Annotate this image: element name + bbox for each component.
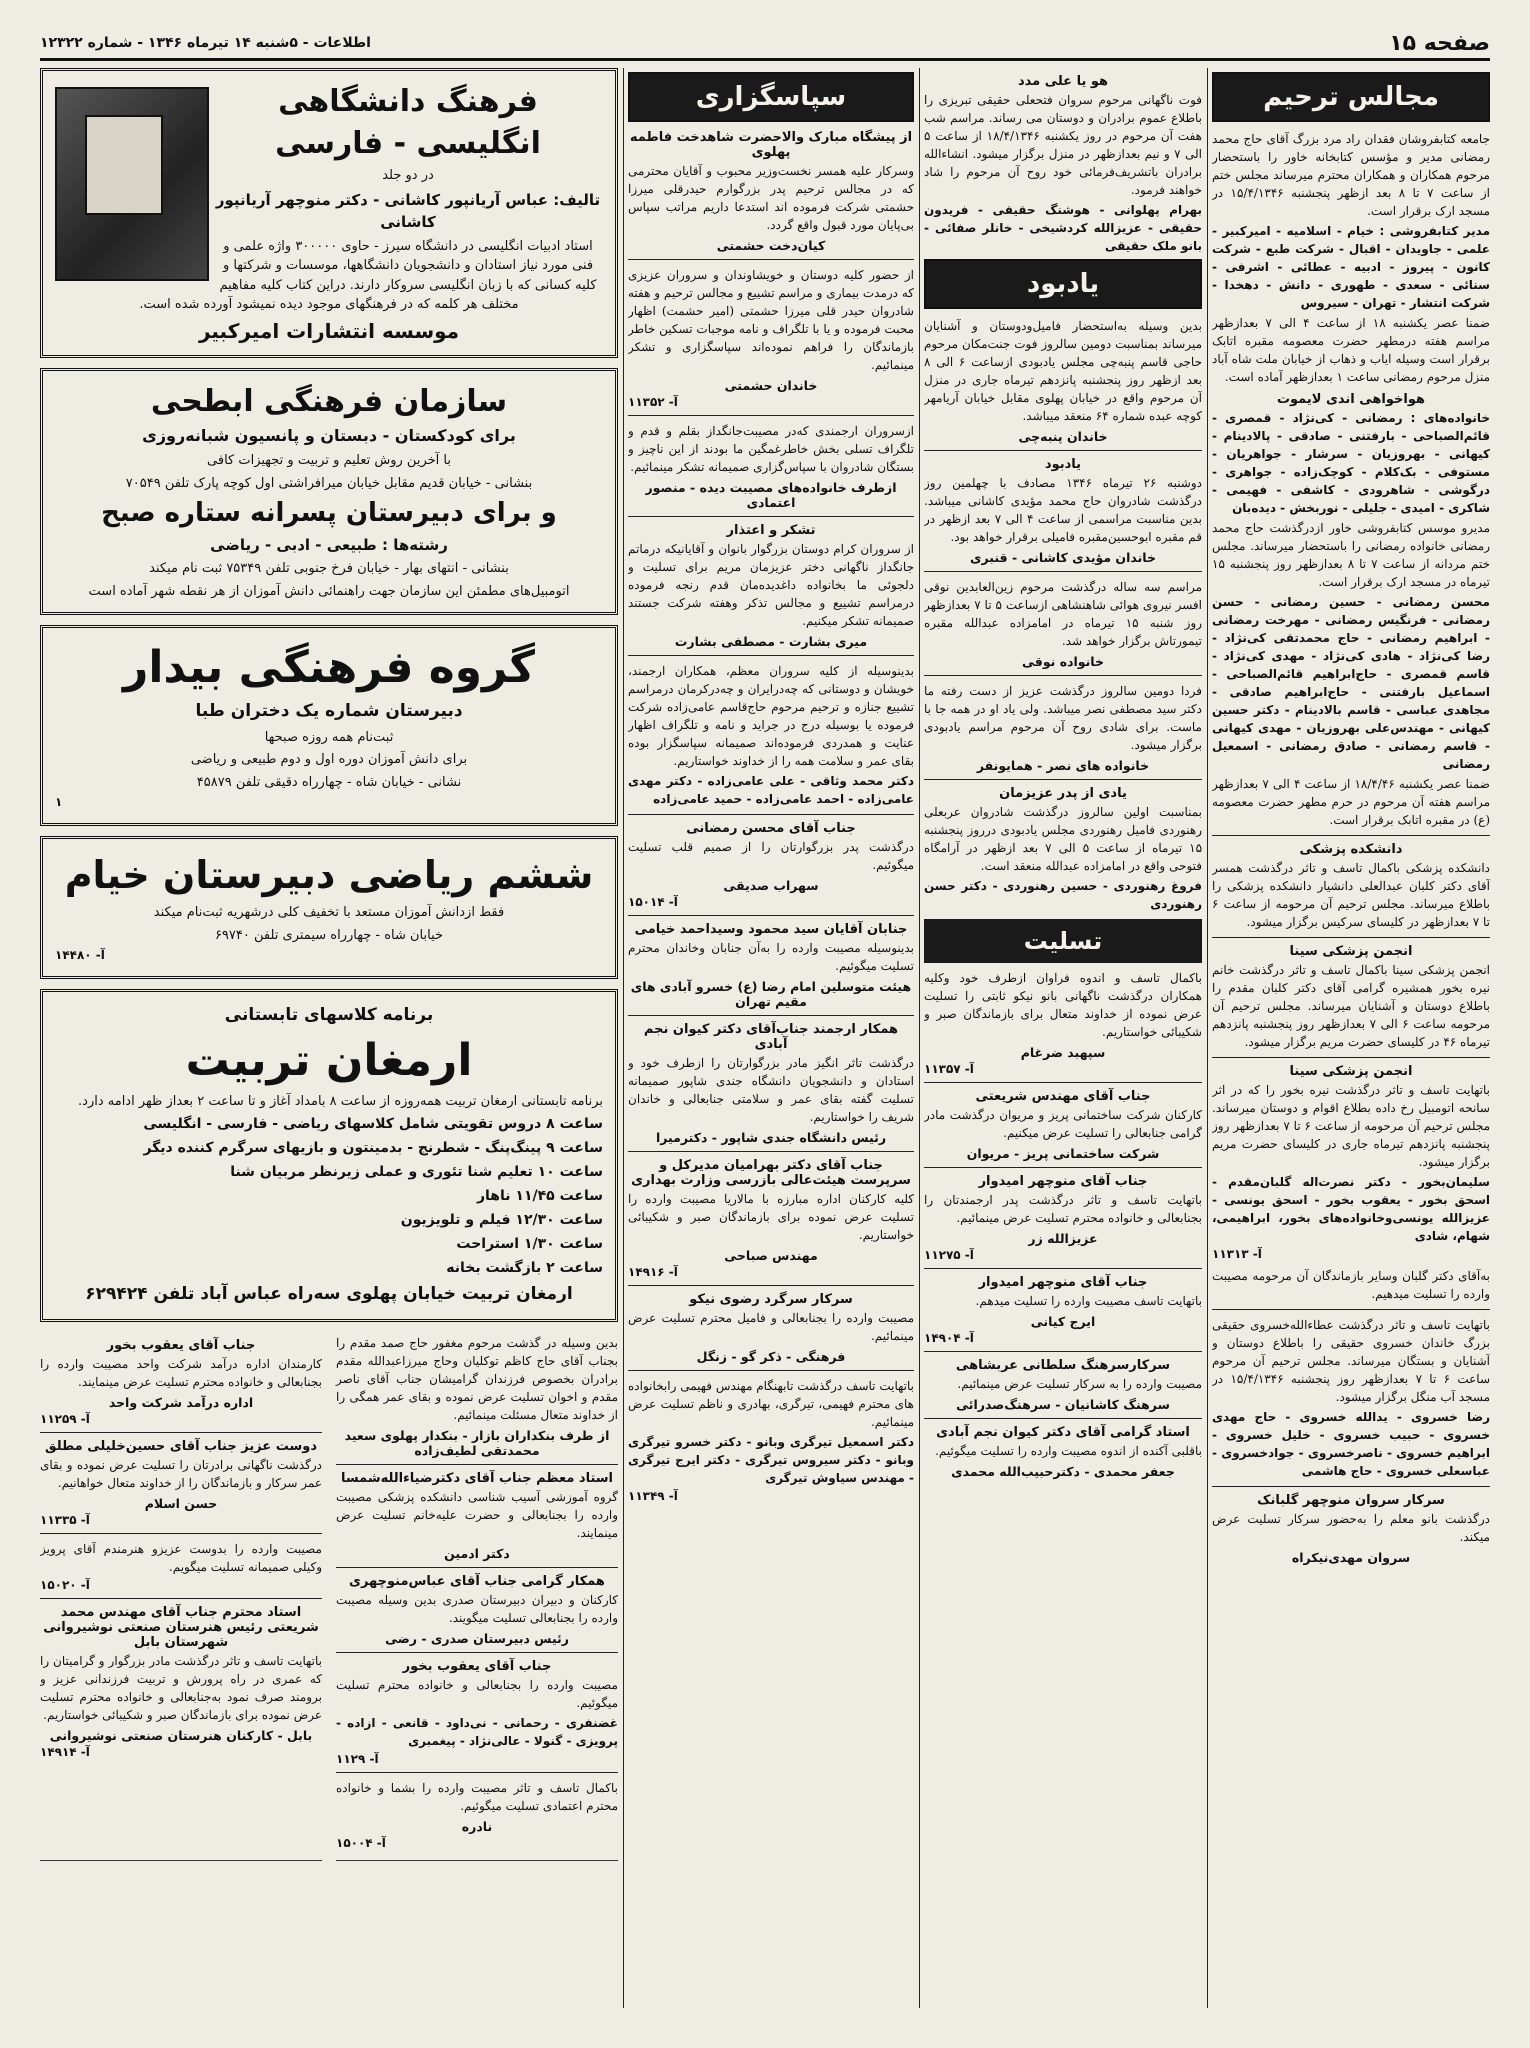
ad-reference: آ- ۱۱۲۵۹ xyxy=(40,1411,90,1426)
notice-title: جناب آقای یعقوب بخور xyxy=(106,1337,256,1353)
notice-text: بدینوسیله مصیبت وارده را به‌آن جنابان وخاندان محترم تسلیت میگوئیم. xyxy=(628,941,914,973)
ad-line: خیابان شاه - چهارراه سیمتری تلفن ۶۹۷۴۰ xyxy=(214,927,444,943)
ad-title: انگلیسی - فارسی xyxy=(275,125,541,161)
notice-signature: هیئت متوسلین امام رضا (ع) خسرو آبادی های مقیم تهران xyxy=(630,979,912,1009)
notice-text: باکمال تاسف و تاثر مصیبت وارده را بشما و خانواده محترم اعتمادی تسلیت میگوئیم. xyxy=(336,1780,618,1813)
section-banner-tasliat: تسلیت xyxy=(924,919,1202,963)
ad-reference: آ- ۱۱۳۳۵ xyxy=(40,1512,90,1527)
notice-title: استاد محترم جناب آقای مهندس محمد شریعتی رئیس هنرستان صنعتی نوشیروانی شهرستان بابل xyxy=(43,1604,319,1650)
ad-line: نشانی - خیابان شاه - چهارراه دقیقی تلفن ۴۵۸۷۹ xyxy=(196,774,462,790)
ad-line: بنشانی - خیابان قدیم مقابل خیابان میرافراشتی اول کوچه پارک تلفن ۷۰۵۴۹ xyxy=(125,475,533,491)
column-condolence-gatherings xyxy=(1212,68,1490,1567)
separator xyxy=(1212,1486,1490,1487)
notice-signature: خاندان مؤیدی کاشانی - قنبری xyxy=(969,550,1157,565)
separator xyxy=(40,1598,322,1599)
notice-text: بدین وسیله به‌استحضار فامیل‌ودوستان و آشنایان میرساند بمناسبت دومین سالروز فوت جنت‌مکان مرحوم حاجی قاسم پنبه‌چی مجلس یادبودی ازساعت ۶ الی ۸ بعد ازظهر روز پنجشنبه پانزدهم تیرماه جاری در منزل آن مرحوم واقع در خیابان پهلوی مقابل خیابان آریامهر کوچه عبده شماره ۶۴ منعقد میباشد. xyxy=(924,319,1202,423)
ad-line: برای دانش آموزان دوره اول و دوم طبیعی و ریاضی xyxy=(190,752,468,767)
notice-text: بدینوسیله از کلیه سروران معظم، همکاران ارجمند، خویشان و دوستانی که چه‌درایران و چه‌درکرمان درمراسم تشییع جنازه و ترحیم مرحوم حاج‌قاسم عامی‌زاده شرکت فرموده یا بوسیله درج در جراید و نامه و تلگراف اظهار عنایت و همدردی فرموده‌اند صمیمانه سپاسگزار بوده بقای عمر و سلامت همه را از خداوند خواستاریم. xyxy=(628,664,914,768)
condolence-subcolumn-right xyxy=(336,1332,618,1861)
column-memorials xyxy=(924,68,1202,1481)
separator xyxy=(628,1151,914,1152)
notice-names: بهرام پهلوانی - هوشنگ حقیقی - فریدون حقیقی - عزیزالله کردشیخی - خانلر صفائی - بانو ملک حقیقی xyxy=(924,203,1202,253)
notice-signature: اداره درآمد شرکت واحد xyxy=(108,1394,254,1410)
notice-signature: سپهبد ضرغام xyxy=(1020,1045,1106,1060)
notice-text: ازسروران ارجمندی که‌در مصیبت‌جانگداز بقلم و قدم و تلگراف تسلی بخش خاطرغمگین ما بودند از این ناچیز و بستگان شادروان با سپاس‌گزاری صمیمانه تشکر مینمائیم. xyxy=(628,424,914,474)
notice-text: کلیه کارکنان اداره مبارزه با مالاریا مصیبت وارده را تسلیت عرض نموده برای بازماندگان صبر و شکیبائی خواستاریم. xyxy=(628,1192,914,1242)
notice-text: بمناسبت اولین سالروز درگذشت شادروان عربعلی رهنوردی فامیل رهنوردی مجلس یادبودی درروز پنجشنبه ۱۵ تیرماه از ساعت ۵ الی ۷ بعد ازظهر در آرامگاه فتوحی واقع در امامزاده عبدالله منعقد است. xyxy=(924,805,1202,873)
ad-line: بنشانی - انتهای بهار - خیابان فرخ جنوبی تلفن ۷۵۳۴۹ ثبت نام میکند xyxy=(149,561,509,576)
ad-title: گروه فرهنگی بیدار xyxy=(123,642,535,693)
ad-reference: آ- ۱۱۳۴۹ xyxy=(628,1489,678,1503)
notice-title: دوست عزیز جناب آقای حسین‌خلیلی مطلق xyxy=(44,1438,318,1454)
notice-text: انجمن پزشکی سینا باکمال تاسف و تاثر درگذشت خانم نیره بخور همشیره گرامی آقای دکتر کلبان مقدم را باطلاع دوستان و آشنایان میرساند. مجلس ترحیم آن مرحومه ساعت ۶ الی ۷ بعدازظهر روز پنجشنبه پانزدهم تیرماه ۴۶ در کلیسای حضرت مریم برگزار میشود. xyxy=(1212,963,1490,1049)
ad-authors: تالیف: عباس آریانپور کاشانی - دکتر منوچهر آریانپور کاشانی xyxy=(215,190,601,231)
separator xyxy=(40,1533,322,1534)
separator xyxy=(924,675,1202,676)
page-header xyxy=(40,28,1490,61)
separator xyxy=(1212,1309,1490,1310)
khayyam-ad xyxy=(40,836,618,979)
notice-signature: ایرج کیانی xyxy=(1030,1314,1096,1329)
notice-text: درگذشت بانو معلم را به‌حضور سرکار تسلیت عرض میکند. xyxy=(1212,1512,1490,1544)
notice-title: سرکار سروان منوچهر گلبانک xyxy=(1257,1493,1445,1508)
notice-text: کارکنان و دبیران دبیرستان صدری بدین وسیله مصیبت وارده را بجنابعالی تسلیت میگویند. xyxy=(336,1592,618,1625)
section-banner-majales-tarhim: مجالس ترحیم xyxy=(1212,72,1490,122)
column-rule xyxy=(623,68,624,2008)
separator xyxy=(628,1370,914,1371)
notice-names: خانواده‌های : رمضانی - کی‌نژاد - قمصری - قائم‌الصباحی - بارفتنی - صادقی - پالادینام - کیهانی - بهروزیان - سرشار - جواهریان - مستوفی - بک‌کلام - کوچک‌زاده - جواهری - درگوشی - شاهرودی - کاشفی - فهیمی - شاکری - امیدی - جلیلی - نوربخش - دیده‌بان xyxy=(1212,411,1490,515)
issue-info: اطلاعات - ۵شنبه ۱۴ تیرماه ۱۳۴۶ - شماره ۱۲۳۲۲ xyxy=(40,35,371,51)
separator xyxy=(628,415,914,416)
page-number: صفحه ۱۵ xyxy=(1389,30,1490,56)
schedule-item: ساعت ۹ پینگ‌پنگ - شطرنج - بدمینتون و بازیهای سرگرم کننده دیگر xyxy=(143,1140,603,1156)
separator xyxy=(1212,937,1490,938)
section-banner-yadbood: یادبود xyxy=(924,259,1202,309)
notice-title: جناب آقای منوچهر امیدوار xyxy=(978,1174,1148,1189)
notice-title: یادبود xyxy=(1044,457,1082,472)
ad-reference: آ- ۱۴۹۱۶ xyxy=(628,1265,678,1279)
separator xyxy=(336,1567,618,1568)
notice-text: مصیبت وارده را بجنابعالی و فامیل محترم تسلیت عرض مینمائیم. xyxy=(628,1311,914,1343)
notice-signature: ازطرف خانواده‌های مصیبت دیده - منصور اعتمادی xyxy=(645,480,897,510)
notice-title: انجمن پزشکی سینا xyxy=(1289,1064,1413,1079)
separator xyxy=(924,1082,1202,1083)
notice-signature: بابل - کارکنان هنرستان صنعتی نوشیروانی xyxy=(49,1727,313,1743)
separator xyxy=(628,915,914,916)
ad-line: فقط ازدانش آموزان مستعد با تخفیف کلی درشهریه ثبت‌نام میکند xyxy=(153,905,505,920)
ad-title: فرهنگ دانشگاهی xyxy=(278,84,538,119)
ad-description: استاد ادبیات انگلیسی در دانشگاه سیرز - حاوی ۳۰۰۰۰۰ واژه علمی و فنی مورد نیاز استادان و دانشجویان دانشگاهها، موسسات و شرکتها و کلیه کسانی که با زبان انگلیسی سروکار دارند. دراین کتاب کلیه مفاهیم مختلف هر کلمه که در فرهنگهای موجود دیده نمیشود آورده شده است. xyxy=(139,238,597,312)
notice-title: همکار گرامی جناب آقای عباس‌منوچهری xyxy=(349,1573,605,1589)
column-ads xyxy=(40,68,618,1865)
ad-title: سازمان فرهنگی ابطحی xyxy=(150,383,508,419)
separator xyxy=(1212,1057,1490,1058)
schedule-item: ساعت ۱۲/۳۰ فیلم و تلویزیون xyxy=(400,1212,603,1228)
ad-reference: آ- ۱۵۰۰۴ xyxy=(336,1835,386,1850)
notice-text: باکمال تاسف و اندوه فراوان ازطرف خود وکلیه همکاران درگذشت ناگهانی بانو نیکو ثابتی را تسلیت عرض نموده از خداوند متعال برای بازماندگان صبر و شکیبائی خواستاریم. xyxy=(924,971,1202,1039)
notice-names: دکتر اسمعیل تیرگری وبانو - دکتر خسرو تیرگری وبانو - دکتر سیروس تیرگری - دکتر ایرج تیرگری - مهندس سیاوش تیرگری xyxy=(628,1435,914,1485)
separator xyxy=(336,1772,618,1773)
notice-title: سرکار سرگرد رضوی نیکو xyxy=(689,1292,853,1307)
notice-title: جناب آقای منوچهر امیدوار xyxy=(978,1275,1148,1290)
notice-text: از حضور کلیه دوستان و خویشاوندان و سروران عزیزی که درمدت بیماری و مراسم تشییع و مجالس ترحیم و هفته شادروان حیدر قلی میرزا حشمتی (امیر حشمت) اظهار محبت فرموده و یا با تلگراف و نامه موجبات تسکین خاطر بازماندگان را فراهم نموده‌اند سپاسگزاری و تشکر مینمائیم. xyxy=(628,268,914,372)
notice-signature: سهراب صدیقی xyxy=(723,878,819,893)
ad-title: و برای دبیرستان پسرانه ستاره صبح xyxy=(101,498,557,528)
separator xyxy=(628,1285,914,1286)
column-rule xyxy=(1207,68,1208,2008)
notice-signature: میری بشارت - مصطفی بشارت xyxy=(674,634,868,649)
notice-text: دانشکده پزشکی باکمال تاسف و تاثر درگذشت همسر آقای دکتر کلبان عبدالعلی دانشیار دانشکده پزشکی را باطلاع میرساند. مجلس ترحیم آن مرحومه از ساعت ۶ تا ۷ بعدازظهر در کلیسای سرکیس برگزار میشود. xyxy=(1212,861,1490,929)
notice-signature: دکتر ادمین xyxy=(444,1545,510,1561)
column-thanks xyxy=(628,68,914,1509)
ad-line: با آخرین روش تعلیم و تربیت و تجهیزات کافی xyxy=(207,453,451,468)
ad-intro: برنامه تابستانی ارمغان تربیت همه‌روزه از ساعت ۸ بامداد آغاز و تا ساعت ۲ بعداز ظهر ادامه دارد. xyxy=(78,1093,603,1109)
condolence-grid xyxy=(40,1332,618,1865)
notice-signature: خانواده های نصر - همایونفر xyxy=(976,758,1150,773)
notice-text: باتهایت تاسف مصیبت وارده را تسلیت میدهم. xyxy=(975,1294,1202,1308)
notice-signature: جعفر محمدی - دکترحبیب‌الله محمدی xyxy=(951,1464,1175,1479)
notice-title: جناب آقای دکتر بهرامیان مدیرکل و سرپرست هیئت‌عالی بازرسی وزارت بهداری xyxy=(631,1158,911,1188)
notice-title: یادی از پدر عزیزمان xyxy=(999,786,1127,801)
notice-title: جناب آقای مهندس شریعتی xyxy=(975,1089,1151,1104)
section-banner-sepasgozari: سپاسگزاری xyxy=(628,72,914,122)
ad-reference: آ- ۱۴۹۱۴ xyxy=(40,1744,90,1759)
notice-title: هو یا علی مدد xyxy=(1017,74,1109,89)
ad-reference: آ- ۱۱۳۱۳ xyxy=(1212,1247,1262,1261)
ad-line: رشته‌ها : طبیعی - ادبی - ریاضی xyxy=(210,535,448,554)
ad-subtitle: در دو جلد xyxy=(382,168,434,183)
ad-line: اتومبیل‌های مطمئن این سازمان جهت راهنمائی دانش آموزان از هر نقطه شهر آماده است xyxy=(88,583,570,599)
ad-reference: آ- ۱۱۲۹ xyxy=(336,1751,379,1766)
notice-title: جناب آقای یعقوب بخور xyxy=(402,1658,552,1674)
separator xyxy=(924,571,1202,572)
ad-publisher: موسسه انتشارات امیرکبیر xyxy=(198,318,460,343)
notice-text: باتهایت تاسف و تاثر درگذشت مادر بزرگوار و گرامیتان را که عمری در راه پرورش و تربیت فرزندانی عزیز و برومند صرف نمود به‌جنابعالی و خانواده محترم تسلیت عرض نموده برای بازماندگان صبر و شکیبائی خواستاریم. xyxy=(40,1653,322,1722)
notice-text: باتهایت تاسف درگذشت تابهنگام مهندس فهیمی رابخانواده های محترم فهیمی، تیرگری، بهادری و ناظم تسلیت عرض مینمائیم. xyxy=(628,1379,914,1429)
notice-title: همکار ارجمند جناب‌آقای دکتر کیوان نجم آبادی xyxy=(643,1022,899,1052)
notice-title: استاد معظم جناب آقای دکترضیاءالله‌شمسا xyxy=(341,1470,613,1486)
ad-reference: آ- ۱۵۰۲۰ xyxy=(40,1577,90,1592)
notice-text: مدیرو موسس کتابفروشی خاور ازدرگذشت حاج محمد رمضانی خانواده رمضانی را باستحضار میرساند. مجلس ختم مردانه از ساعت ۷ تا ۸ بعدازظهر روز پنجشنبه ۱۵ تیرماه در مسجد ارک برقرار است. xyxy=(1212,521,1490,589)
notice-text: گروه آموزشی آسیب شناسی دانشکده پزشکی مصیبت وارده را بجنابعالی و حضرت علیه‌خانم تسلیت عرض مینمایند. xyxy=(336,1489,618,1540)
notice-signature: فرهنگی - ذکر گو - زنگل xyxy=(696,1349,846,1364)
separator xyxy=(924,1268,1202,1269)
separator xyxy=(628,655,914,656)
notice-text: ضمنا عصر یکشنبه ۱۸/۴/۴۶ از ساعت ۴ الی ۷ بعدازظهر مراسم هفته آن مرحوم در حرم مطهر حضرت معصومه (ع) در مقبره اتابک برقرار است. xyxy=(1212,777,1490,827)
dictionary-ad xyxy=(40,68,618,358)
notice-title: هواخواهی اندی لایموت xyxy=(1276,392,1426,407)
separator xyxy=(628,516,914,517)
separator xyxy=(628,1015,914,1016)
schedule-item: ساعت ۲ بازگشت بخانه xyxy=(446,1260,603,1276)
notice-signature: حسن اسلام xyxy=(144,1495,218,1511)
notice-text: به‌آقای دکتر گلبان وسایر بازماندگان آن مرحومه مصیبت وارده را تسلیت میدهیم. xyxy=(1212,1269,1490,1301)
notice-names: سلیمان‌بخور - دکتر نصرت‌اله گلبان‌مقدم - اسحق بخور - یعقوب بخور - اسحق یونسی - عزیزالله یونسی‌وخانواده‌های بخور، ابراهیمی، شهام، شادی xyxy=(1212,1175,1490,1243)
notice-text: از سروران کرام دوستان بزرگوار بانوان و آقایانیکه درماتم جانگداز ناگهانی دختر عزیزمان مریم برای تسلیت و دلجوئی ما بخانواده داغدیده‌مان قدم رنجه فرموده درمراسم تشییع و مجالس تذکر وهفته شرکت جستند صمیمانه تشکر میکنیم. xyxy=(628,542,914,628)
separator xyxy=(40,1432,322,1433)
ad-line: برای کودکستان - دبستان و پانسیون شبانه‌روزی xyxy=(142,426,516,445)
condolence-subcolumn-left xyxy=(40,1332,322,1861)
notice-text: مصیبت وارده را بدوست عزیزو هنرمندم آقای پرویز وکیلی صمیمانه تسلیت میگویم. xyxy=(40,1541,322,1574)
notice-title: تشکر و اعتذار xyxy=(726,523,816,538)
ad-line: ثبت‌نام همه روزه صبحها xyxy=(264,729,394,745)
notice-signature: رئیس دانشگاه جندی شاپور - دکترمیرا xyxy=(655,1130,887,1145)
schedule-item: ساعت ۱/۳۰ استراحت xyxy=(456,1236,603,1252)
notice-signature: سروان مهدی‌نیکراه xyxy=(1291,1550,1411,1565)
ad-reference: ۱ xyxy=(55,795,63,809)
notice-text: جامعه کتابفروشان فقدان راد مرد بزرگ آقای حاج محمد رمضانی مدیر و مؤسس کتابخانه خاور را باستحضار مرحوم همکاران و همکاران محترم میرساند مجلس ختم از ساعت ۷ تا ۸ بعد ازظهر پنجشنبه ۱۵/۴/۱۳۴۶ در مسجد ارک برقرار است. xyxy=(1212,132,1490,218)
notice-text: مراسم سه ساله درگذشت مرحوم زین‌العابدین نوقی افسر نیروی هوائی شاهنشاهی ازساعت ۵ تا ۷ بعدازظهر روز شنبه ۱۵ تیرماه در امامزاده عبدالله مقبره تیمورتاش برگزار خواهد شد. xyxy=(924,580,1202,648)
notice-text: درگذشت تاثر انگیز مادر بزرگوارتان را ازطرف خود و استادان و دانشجویان دانشگاه جندی شاپور صمیمانه تسلیت گفته بقای عمر و سلامتی جنابعالی و خاندان شریف را خواستاریم. xyxy=(628,1056,914,1124)
notice-text: کارمندان اداره درآمد شرکت واحد مصیبت وارده را بجنابعالی و خانواده محترم تسلیت عرض مینمایند. xyxy=(40,1356,322,1389)
separator xyxy=(628,814,914,815)
notice-names: فروغ رهنوردی - حسین رهنوردی - دکتر حسن رهنوردی xyxy=(924,879,1202,911)
notice-text: مصیبت وارده را بجنابعالی و خانواده محترم تسلیت میگوئیم. xyxy=(336,1677,618,1710)
notice-names: محسن رمضانی - حسین رمضانی - حسن رمضانی - فرنگیس رمضانی - مهرخت رمضانی - ابراهیم رمضانی - حاج محمدتقی کی‌نژاد - رضا کی‌نژاد - هادی کی‌نژاد - مهدی کی‌نژاد - قاسم قمصری - حاج‌ابراهیم قائم‌الصباحی - اسماعیل بارفتنی - حاج‌ابراهیم صادقی - مجاهدی عباسی - قاسم بالادینام - دکتر حسین کیهانی - مهندس‌علی بهروزیان - مهدی کیهانی - قاسم رمضانی - صادق رمضانی - اسمعیل رمضانی xyxy=(1212,595,1490,771)
schedule-item: ساعت ۱۱/۴۵ ناهار xyxy=(476,1188,603,1204)
notice-text: کارکنان شرکت ساختمانی پریز و مریوان درگذشت مادر گرامی جنابعالی را تسلیت عرض میکنیم. xyxy=(924,1108,1202,1140)
notice-text: فوت ناگهانی مرحوم سروان فتحعلی حقیقی تبریزی را باطلاع عموم برادران و دوستان می رساند. مراسم شب هفت آن مرحوم در روز یکشنبه ۱۸/۴/۱۳۴۶ از ساعت ۵ الی ۷ و نیم بعدازظهر در منزل برگزار میشود. انشاءالله برادران باتشریف‌فرمائی خود روح آن مرحوم را شاد خواهند فرمود. xyxy=(924,93,1202,197)
ad-reference: آ- ۱۵۰۱۴ xyxy=(628,895,678,909)
notice-signature: خاندان حشمتی xyxy=(724,378,818,393)
ad-subtitle: دبیرستان شماره یک دختران طبا xyxy=(195,701,463,721)
notice-text: باتهایت تاسف و تاثر درگذشت پدر ارجمندتان را بجنابعالی و خانواده محترم تسلیت عرض مینمائیم. xyxy=(924,1193,1202,1225)
notice-signature: سرهنگ کاشانیان - سرهنگ‌صدرائی xyxy=(956,1397,1170,1412)
separator xyxy=(924,1418,1202,1419)
separator xyxy=(336,1652,618,1653)
notice-text: درگذشت پدر بزرگوارتان را از صمیم قلب تسلیت میگوئیم. xyxy=(628,840,914,872)
notice-text: باقلبی آکنده از اندوه مصیبت وارده را تسلیت میگوئیم. xyxy=(935,1444,1202,1458)
notice-text: دوشنبه ۲۶ تیرماه ۱۳۴۶ مصادف با چهلمین روز درگذشت شادروان حاج محمد مؤیدی کاشانی میباشد. بدین مناسبت مراسمی از ساعت ۴ الی ۷ بعد ازظهر در قم مقبره ابوحسین‌مقبره فامیلی برقرار خواهد بود. xyxy=(924,476,1202,544)
notice-title: جناب آقای محسن رمضانی xyxy=(686,821,856,836)
ad-title: ارمغان تربیت xyxy=(185,1034,473,1086)
notice-title: انجمن پزشکی سینا xyxy=(1289,944,1413,959)
separator xyxy=(924,1351,1202,1352)
notice-signature: شرکت ساختمانی پریز - مریوان xyxy=(966,1146,1160,1161)
separator xyxy=(1212,835,1490,836)
notice-names: دکتر محمد وثاقی - علی عامی‌زاده - دکتر مهدی عامی‌زاده - احمد عامی‌زاده - حمید عامی‌زاده xyxy=(628,774,914,806)
notice-names: رضا خسروی - یدالله خسروی - حاج مهدی خسروی - حبیب خسروی - خلیل خسروی - ابراهیم خسروی - ناصرخسروی - جوادخسروی - عباسعلی خسروی - حاج هاشمی xyxy=(1212,1410,1490,1478)
armaghan-ad xyxy=(40,989,618,1322)
notice-title: جنابان آقایان سید محمود وسیداحمد خیامی xyxy=(634,922,908,937)
notice-signature: رئیس دبیرستان صدری - رضی xyxy=(385,1630,569,1646)
notice-text: بدین وسیله در گذشت مرحوم مغفور حاج صمد مقدم را بجناب آقای حاج کاظم توکلیان وحاج میرزاعبدالله مقدم برادران بخصوص فرزندان گرامیشان جناب آقای ناصر مقدم و اخوان تسلیت عرض نموده و بقای عمر همگی را از خداوند متعال مسئلت مینمائیم. xyxy=(336,1335,618,1422)
bidar-ad xyxy=(40,625,618,826)
ad-reference: آ- ۱۱۳۵۷ xyxy=(924,1062,974,1076)
notice-signature: خاندان پنبه‌چی xyxy=(1018,429,1108,444)
schedule-list xyxy=(55,1114,603,1279)
separator xyxy=(924,779,1202,780)
ad-reference: آ- ۱۱۲۷۵ xyxy=(924,1248,974,1262)
separator xyxy=(924,1167,1202,1168)
notice-text: باتهایت تاسف و تاثر درگذشت عطاءالله‌خسروی حقیقی بزرگ خاندان خسروی حقیقی را باطلاع دوستان و آشنایان و بستگان میرساند. مجلس ترحیم آن مرحوم ساعت ۶ تا ۷ بعدازظهر روز پنجشنبه ۱۵/۴/۱۳۴۶ در مسجد آب منگل برگزار میشود. xyxy=(1212,1318,1490,1404)
notice-names: غضنفری - رحمانی - نی‌داود - قانعی - ازاده - پرویزی - گنولا - عالی‌نژاد - پیغمبری xyxy=(336,1715,618,1748)
notice-text: درگذشت ناگهانی برادرتان را تسلیت عرض نموده و بقای عمر سرکار و بازماندگان را از خداوند متعال خواهانیم. xyxy=(40,1457,322,1490)
ad-reference: آ- ۱۴۹۰۴ xyxy=(924,1331,974,1345)
ad-footer: ارمغان تربیت خیابان پهلوی سه‌راه عباس آباد تلفن ۶۲۹۴۲۴ xyxy=(85,1284,573,1304)
separator xyxy=(628,259,914,260)
notice-text: مصیبت وارده را به سرکار تسلیت عرض مینمائیم. xyxy=(957,1377,1202,1391)
notice-title: استاد گرامی آقای دکتر کیوان نجم آبادی xyxy=(936,1425,1190,1440)
notice-text: ضمنا عصر یکشنبه ۱۸ از ساعت ۴ الی ۷ بعدازظهر مراسم هفته درمطهر حضرت معصومه مقبره اتابک برقرار است وسیله ایاب و ذهاب از خیابان ملت شاه آباد منزل مرحوم رمضانی ساعت ۱ بعدازظهر آماده است. xyxy=(1212,316,1490,384)
notice-signature: خانواده نوقی xyxy=(1021,654,1105,669)
notice-signature: عزیزالله زر xyxy=(1028,1231,1098,1246)
schedule-item: ساعت ۱۰ تعلیم شنا تئوری و عملی زیرنظر مربیان شنا xyxy=(230,1164,603,1180)
notice-title: دانشکده پزشکی xyxy=(1299,842,1403,857)
notice-text: وسرکار علیه همسر نخست‌وزیر محبوب و آقایان محترمی که در مجالس ترحیم پدر بزرگوارم حیدرقلی میرزا حشمتی شرکت فرموده اند استدعا داریم مراتب سپاس بی‌پایان مورد قبول واقع گردد. xyxy=(628,164,914,232)
separator xyxy=(924,450,1202,451)
notice-names: مدیر کتابفروشی : خیام - اسلامیه - امیرکبیر - علمی - جاویدان - اقبال - شرکت طبع - شرکت کانون - پیروز - ادبیه - عطائی - اشرفی - سنائی - سعدی - طهوری - دانش - دهخدا - شرکت انتشار - تهران - سیروس xyxy=(1212,224,1490,310)
separator xyxy=(336,1464,618,1465)
book-image xyxy=(55,87,209,281)
column-rule xyxy=(919,68,920,2008)
notice-signature: نادره xyxy=(461,1818,493,1834)
abtahi-ad xyxy=(40,368,618,616)
notice-text: باتهایت تاسف و تاثر درگذشت نیره بخور را که در اثر سانحه اتومبیل رخ داده بطلاع اقوام و دوستان میرساند. مجلس ترحیم آن مرحومه از ساعت ۶ تا ۷ بعدازظهر روز پنجشنبه پانزدهم تیرماه جاری در کلیسای حضرت مریم برگزار میشود. xyxy=(1212,1083,1490,1169)
notice-text: فردا دومین سالروز درگذشت عزیز از دست رفته ما دکتر سید مصطفی نصر میباشد. ولی یاد او در همه جا با ماست. برای شادی روح آن مرحوم مراسم یادبودی برگزار میشود. xyxy=(924,684,1202,752)
ad-reference: آ- ۱۴۴۸۰ xyxy=(55,948,105,962)
notice-signature: مهندس صباحی xyxy=(724,1248,818,1263)
ad-subtitle: برنامه کلاسهای تابستانی xyxy=(224,1005,434,1025)
schedule-item: ساعت ۸ دروس تقویتی شامل کلاسهای ریاضی - فارسی - انگلیسی xyxy=(143,1116,603,1132)
notice-title: سرکارسرهنگ سلطانی عربشاهی xyxy=(955,1358,1171,1373)
ad-reference: آ- ۱۱۳۵۲ xyxy=(628,395,678,409)
notice-title: از پیشگاه مبارک والاحضرت شاهدخت فاطمه پهلوی xyxy=(629,130,913,160)
notice-signature: از طرف بنکداران بازار - بنکدار پهلوی سعید محمدتقی لطیف‌زاده xyxy=(344,1427,610,1458)
ad-title: ششم ریاضی دبیرستان خیام xyxy=(64,853,594,897)
notice-signature: کیان‌دخت حشمتی xyxy=(716,238,826,253)
